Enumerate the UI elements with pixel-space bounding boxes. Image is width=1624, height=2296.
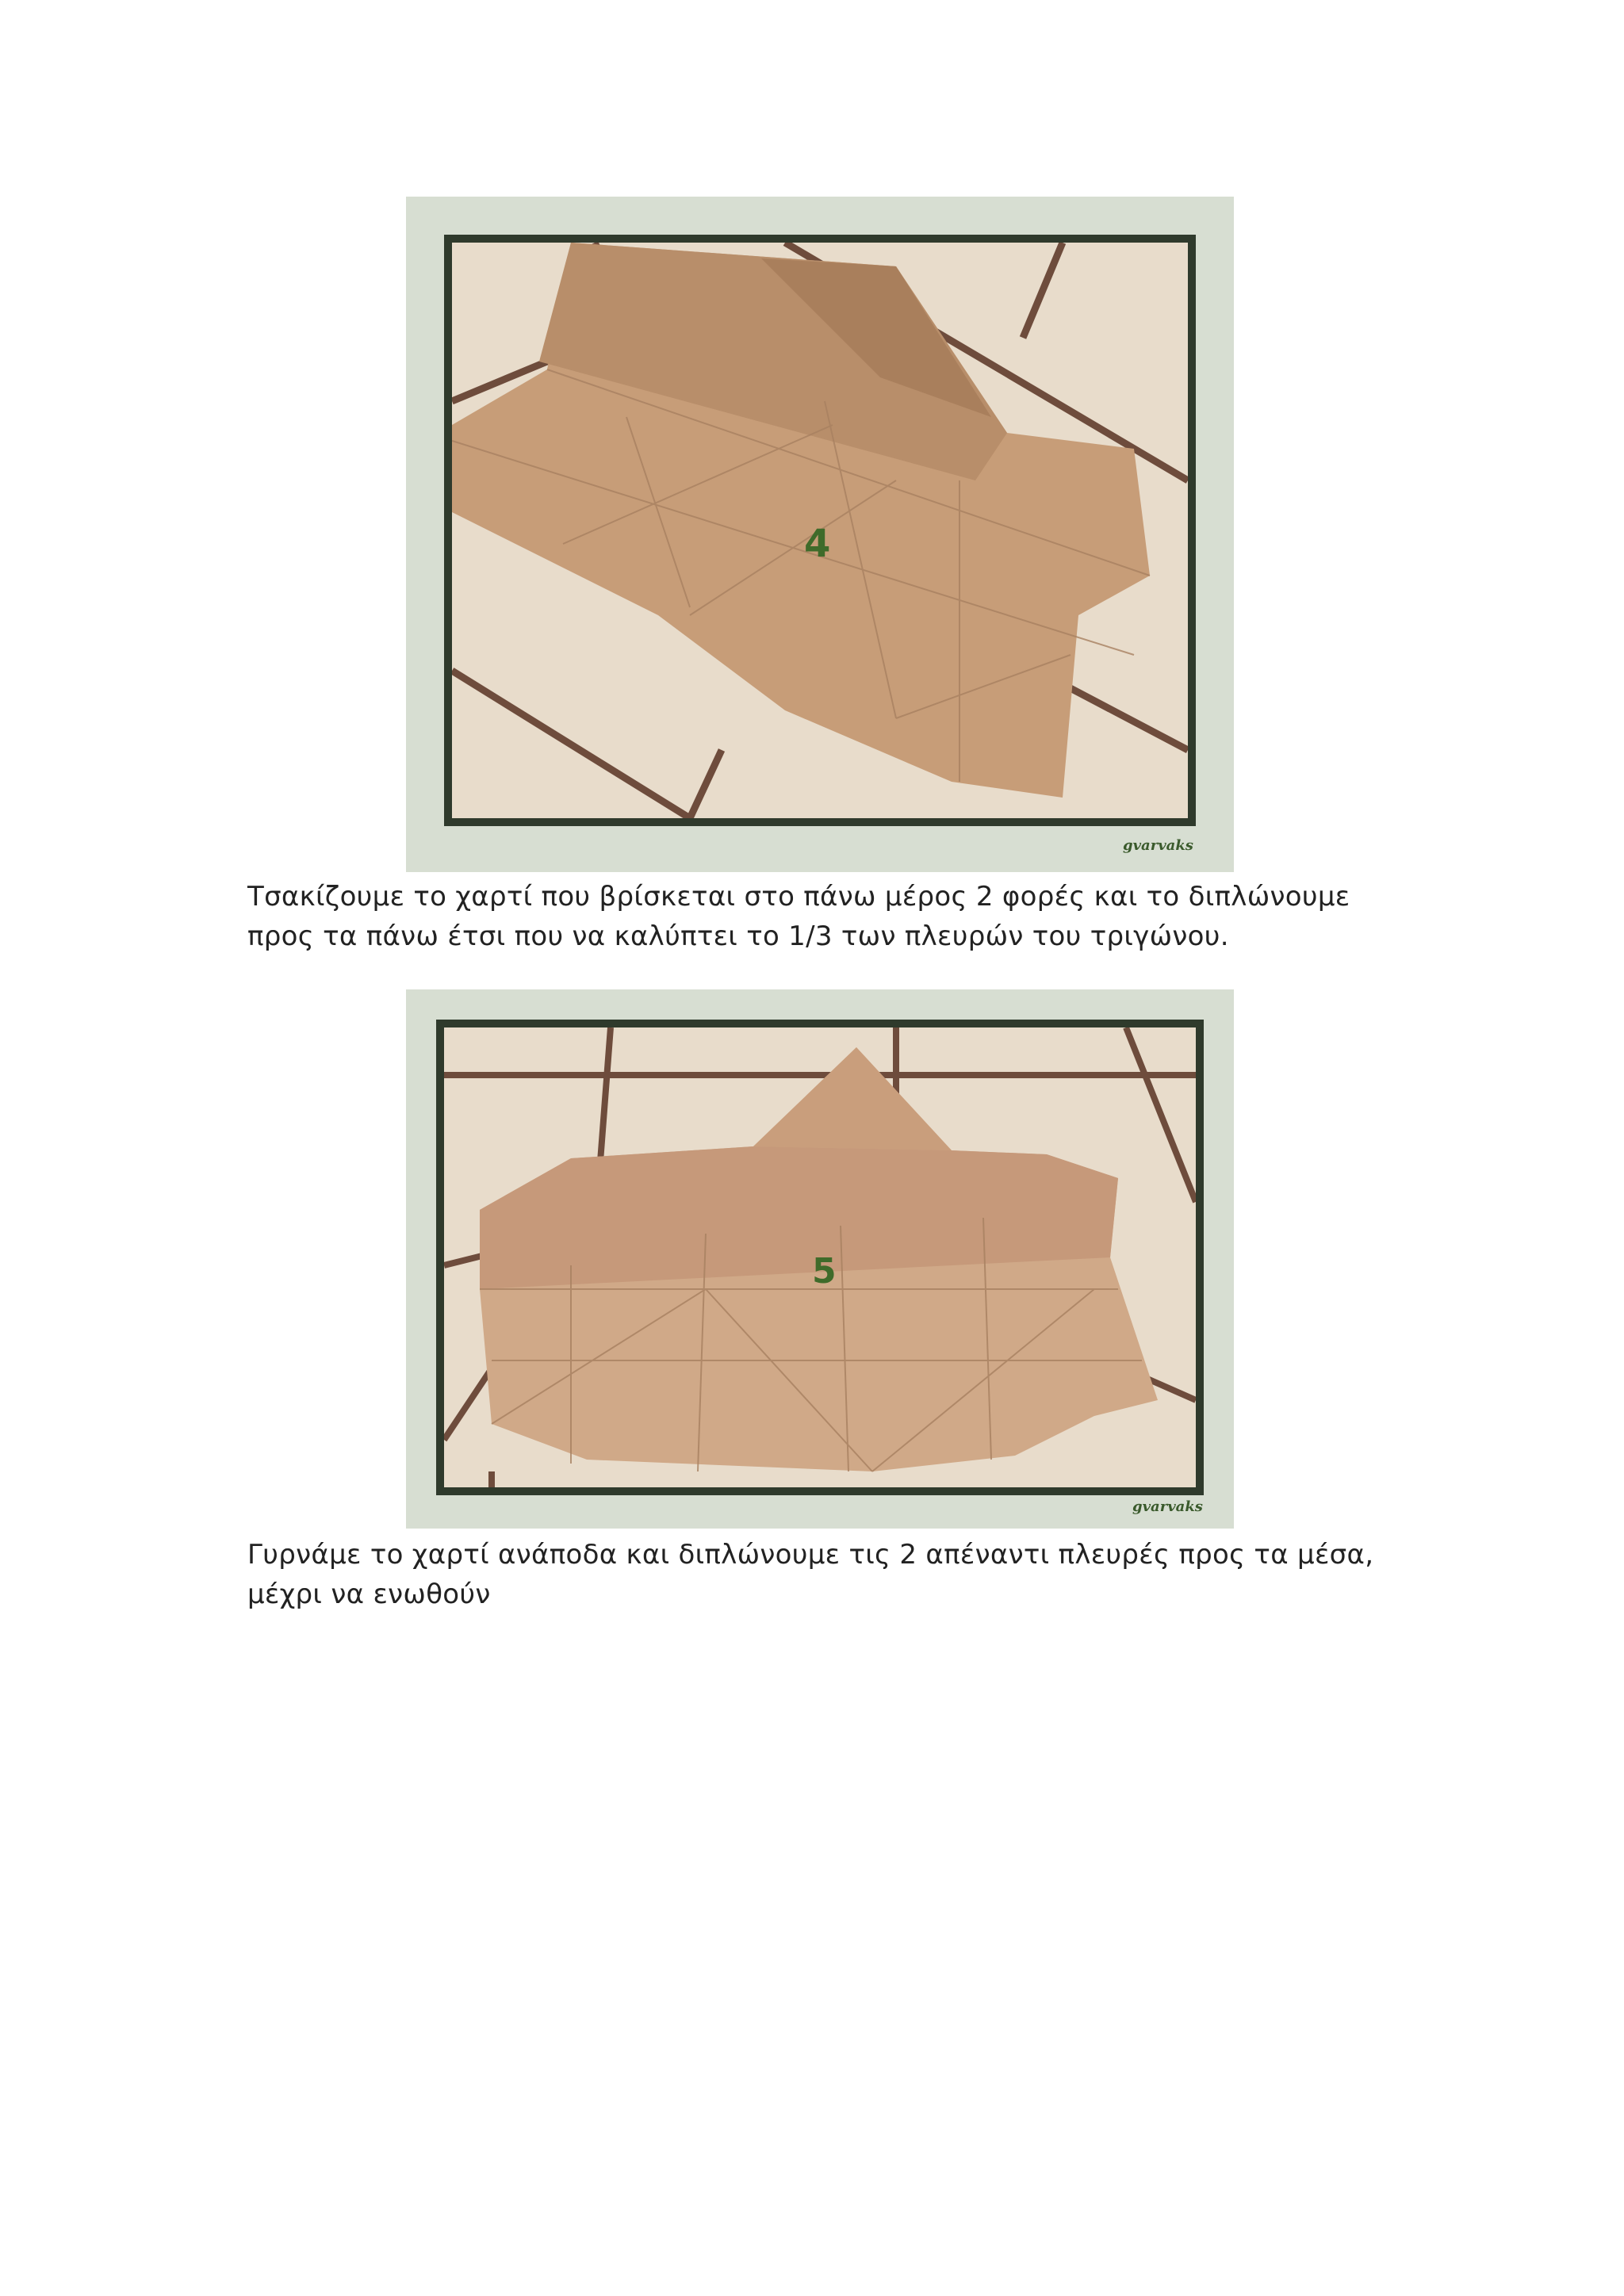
caption-line: Τσακίζουμε το χαρτί που βρίσκεται στο πάνω μέρος 2 φορές και το διπλώνουμε: [247, 881, 1350, 913]
step-5-photo: [406, 989, 1234, 1529]
caption-line: μέχρι να ενωθούν: [247, 1578, 491, 1610]
step-4-photo: [406, 197, 1234, 872]
step-5-caption: [247, 1535, 1389, 1614]
photo-watermark: gvarvaks: [1123, 837, 1193, 854]
step-number-label: 4: [804, 522, 831, 566]
step-number-label: 5: [812, 1251, 837, 1292]
step-4-caption: [247, 877, 1389, 956]
caption-line: Γυρνάμε το χαρτί ανάποδα και διπλώνουμε τις 2 απέναντι πλευρές προς τα μέσα,: [247, 1539, 1374, 1571]
caption-line: προς τα πάνω έτσι που να καλύπτει το 1/3 των πλευρών του τριγώνου.: [247, 920, 1229, 952]
photo-watermark: gvarvaks: [1132, 1498, 1203, 1515]
